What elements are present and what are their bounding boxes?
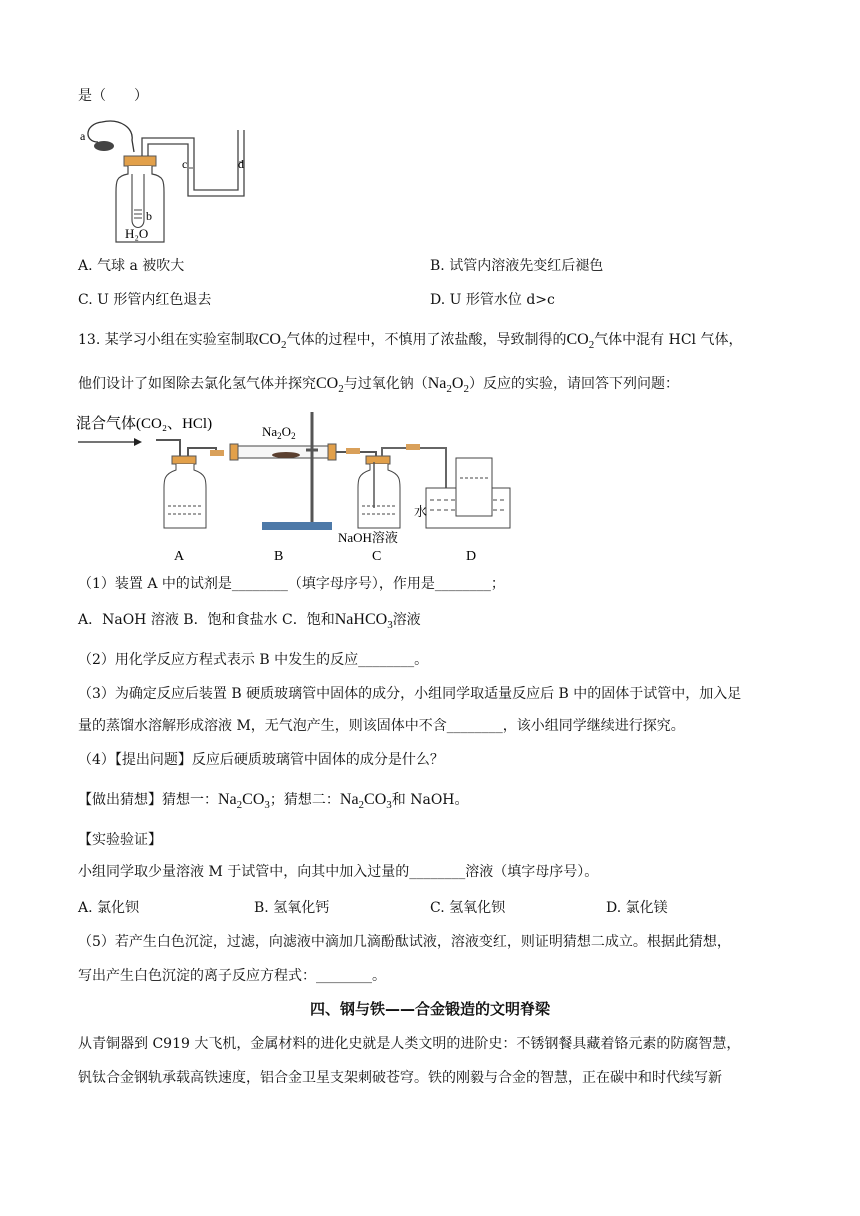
apparatus-label-b: B <box>274 549 284 564</box>
q13-guess: 【做出猜想】猜想一：$Na_2CO_3$；猜想二：$Na_2CO_3$和 NaOH。 <box>78 791 469 812</box>
apparatus-label-c: C <box>372 549 382 564</box>
q12-apparatus-figure <box>76 112 256 244</box>
q13-stem-line1: 13. 某学习小组在实验室制取$CO_2$气体的过程中，不慎用了浓盐酸，导致制得的$CO_2$气体中混有 HCl 气体， <box>78 331 743 352</box>
reagent-label: $Na_2O_2$ <box>262 424 296 441</box>
q13-verify-option-c: C. 氢氧化钡 <box>430 900 506 916</box>
q12-option-c: C. U 形管内红色退去 <box>78 292 212 308</box>
q13-stem-line2: 他们设计了如图除去氯化氢气体并探究$CO_2$与过氧化钠$(Na_2O_2)$反应的实验，请回答下列问题： <box>78 375 679 396</box>
label-d: d <box>238 157 244 171</box>
q12-option-d: D. U 形管水位 d>c <box>430 292 555 308</box>
label-c: c <box>182 157 188 171</box>
section-heading: 四、钢与铁——合金锻造的文明脊梁 <box>309 1000 550 1018</box>
apparatus-label-d: D <box>466 549 477 564</box>
q13-verify-option-b: B. 氢氧化钙 <box>254 900 330 916</box>
q13-part5-line2: 写出产生白色沉淀的离子反应方程式：________。 <box>78 968 386 984</box>
q13-verify-text: 小组同学取少量溶液 M 于试管中，向其中加入过量的________溶液（填字母序号）。 <box>78 864 599 880</box>
q13-part3-line2: 量的蒸馏水溶解形成溶液 M，无气泡产生，则该固体中不含________，该小组同学继续进行探究。 <box>78 718 685 734</box>
q13-apparatus-figure <box>76 408 516 568</box>
naoh-label: NaOH溶液 <box>338 530 398 545</box>
q13-part4: （4）【提出问题】反应后硬质玻璃管中固体的成分是什么？ <box>78 752 444 768</box>
q13-part1-options: A．NaOH 溶液 B．饱和食盐水 C．饱和NaHCO$_3$溶液 <box>78 611 421 632</box>
q13-verify-option-a: A. 氯化钡 <box>78 900 140 916</box>
q13-verify-option-d: D. 氯化镁 <box>606 900 668 916</box>
q12-option-a: A. 气球 a 被吹大 <box>78 258 185 274</box>
q12-stem-tail: 是（ ） <box>78 88 148 104</box>
q13-part5-line1: （5）若产生白色沉淀，过滤，向滤液中滴加几滴酚酞试液，溶液变红，则证明猜想二成立。根据此猜想， <box>78 934 731 950</box>
q12-option-b: B. 试管内溶液先变红后褪色 <box>430 258 604 274</box>
label-a: a <box>80 129 86 143</box>
q13-part1: （1）装置 A 中的试剂是________（填字母序号），作用是________； <box>78 576 505 592</box>
q13-part3-line1: （3）为确定反应后装置 B 硬质玻璃管中固体的成分，小组同学取适量反应后 B 中的固体于试管中，加入足 <box>78 686 742 702</box>
q13-verify-title: 【实验验证】 <box>78 832 162 848</box>
section-paragraph-line1: 从青铜器到 C919 大飞机，金属材料的进化史就是人类文明的进阶史：不锈钢餐具藏着铬元素的防腐智慧， <box>78 1036 741 1052</box>
section-paragraph-line2: 钒钛合金钢轨承载高铁速度，铝合金卫星支架刺破苍穹。铁的刚毅与合金的智慧，正在碳中和时代续写新 <box>78 1070 722 1086</box>
q13-part2: （2）用化学反应方程式表示 B 中发生的反应________。 <box>78 652 429 668</box>
inlet-label: 混合气体(CO₂、HCl) <box>76 416 213 432</box>
apparatus-label-a: A <box>174 549 185 564</box>
label-water: H₂O <box>125 226 149 241</box>
label-b: b <box>146 209 152 223</box>
water-label: 水 <box>414 504 428 519</box>
